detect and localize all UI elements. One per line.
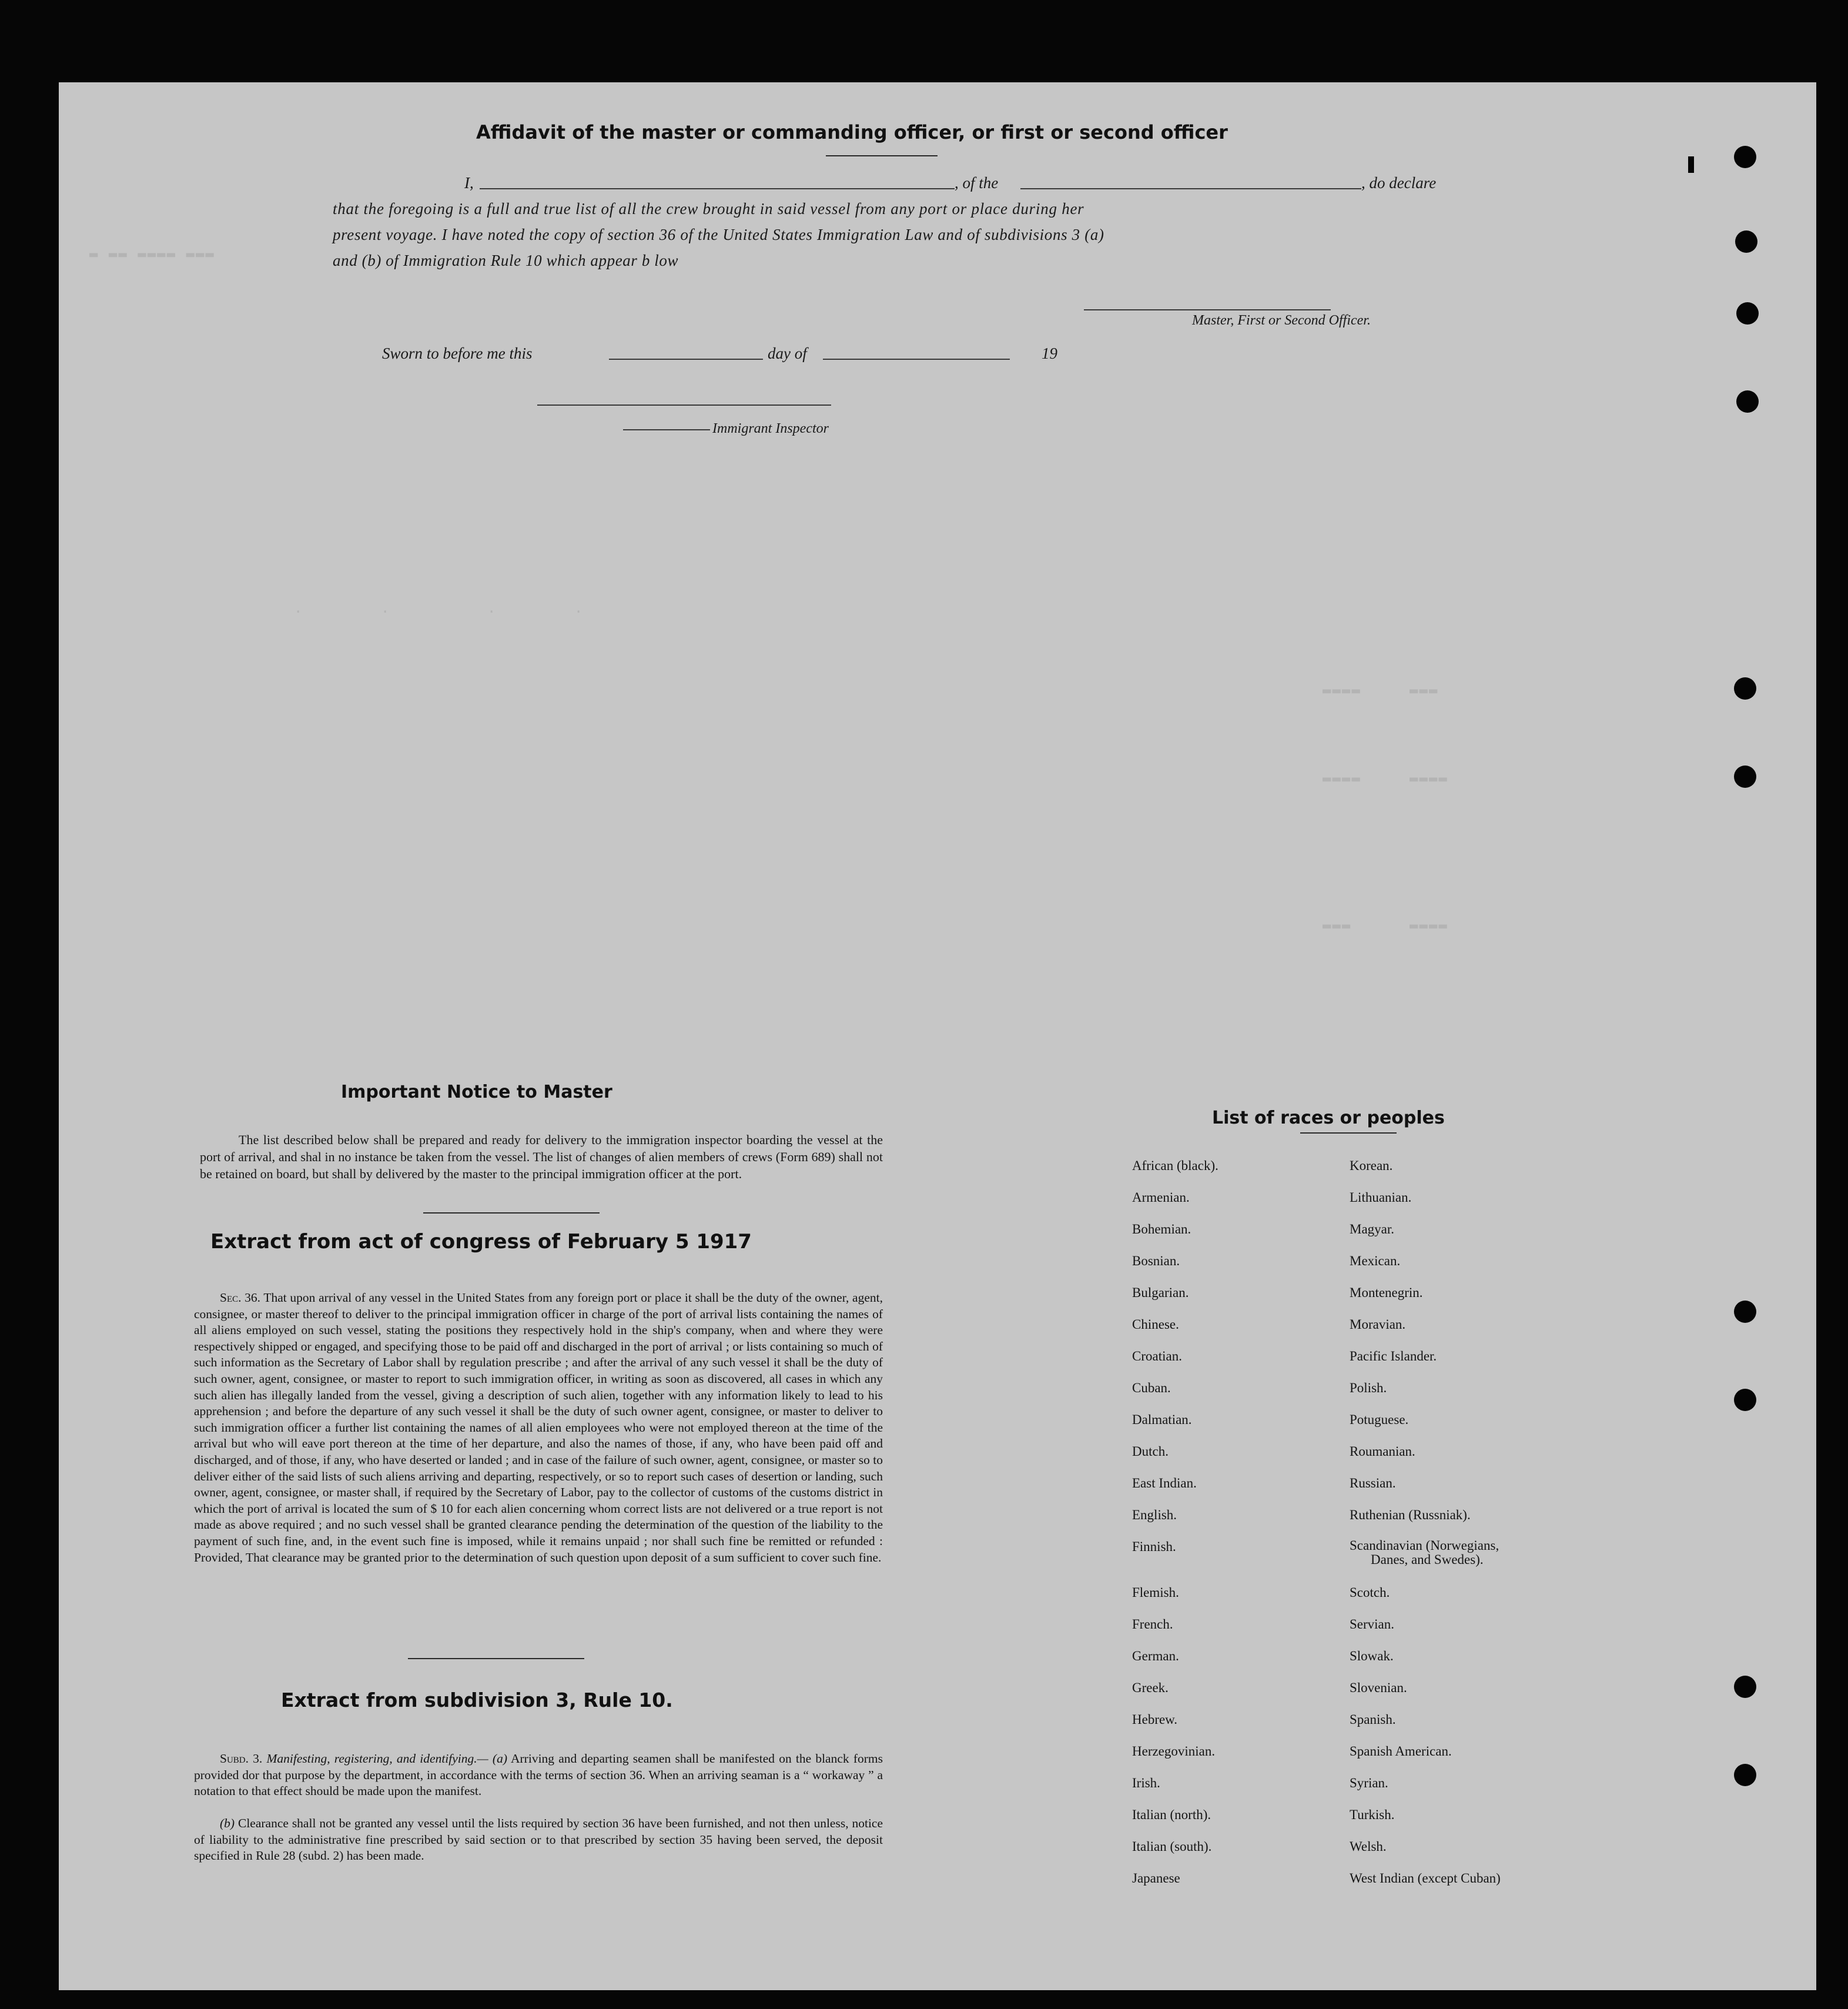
inspector-label: Immigrant Inspector — [712, 421, 829, 436]
bleed-through-text: . . . . — [294, 600, 584, 616]
race-item: Scotch. — [1350, 1585, 1390, 1600]
act-extract-title: Extract from act of congress of February 5 1917 — [210, 1230, 752, 1253]
race-item: Spanish. — [1350, 1712, 1396, 1727]
vessel-name-field[interactable] — [1020, 188, 1361, 189]
race-item: Hebrew. — [1132, 1712, 1178, 1727]
race-item: Polish. — [1350, 1380, 1387, 1395]
race-item: Lithuanian. — [1350, 1190, 1412, 1205]
race-item: Slovenian. — [1350, 1680, 1407, 1695]
binder-hole — [1734, 1676, 1756, 1698]
title-underline — [826, 155, 938, 156]
binder-hole — [1735, 230, 1757, 253]
race-item: Italian (north). — [1132, 1807, 1211, 1822]
races-underline — [1300, 1132, 1397, 1134]
race-item: Finnish. — [1132, 1539, 1176, 1554]
race-item: Roumanian. — [1350, 1444, 1415, 1459]
binder-hole — [1736, 302, 1759, 325]
bleed-through-text: ▬▬▬▬ ▬▬▬ — [1323, 682, 1439, 698]
sworn-text: Sworn to before me this — [382, 345, 533, 362]
officer-signature-label: Master, First or Second Officer. — [1192, 313, 1371, 328]
race-item: Flemish. — [1132, 1585, 1179, 1600]
sworn-month-field[interactable] — [823, 359, 1010, 360]
race-item: Cuban. — [1132, 1380, 1171, 1395]
race-item: Herzegovinian. — [1132, 1744, 1216, 1759]
declare-suffix: , do declare — [1361, 174, 1437, 192]
race-item: Mexican. — [1350, 1253, 1401, 1268]
declarant-prefix: I, — [464, 174, 474, 192]
race-item: Chinese. — [1132, 1317, 1179, 1332]
race-item: Scandinavian (Norwegians, — [1350, 1538, 1499, 1553]
subd-label: Subd. 3. — [220, 1751, 263, 1766]
race-item: Dalmatian. — [1132, 1412, 1192, 1427]
binder-hole — [1734, 677, 1756, 700]
rule-paragraph-a — [194, 1751, 883, 1800]
race-item: Syrian. — [1350, 1776, 1388, 1790]
rule-text-b: Clearance shall not be granted any vessel until the lists required by section 36 have been furnished, and not then unless, notice of liability to the administrative fine prescribed by said section or to that prescribed by section 35 having been served, the deposit specified in Rule 28 (subd. 2) has been made. — [194, 1816, 883, 1863]
vessel-prefix: , of the — [955, 174, 999, 192]
race-item: Armenian. — [1132, 1190, 1190, 1205]
race-item: Ruthenian (Russniak). — [1350, 1507, 1471, 1522]
label-b: (b) — [220, 1816, 235, 1830]
day-of-text: day of — [768, 345, 807, 362]
form-page — [59, 82, 1816, 1990]
affidavit-line-2: that the foregoing is a full and true list of all the crew brought in said vessel from any port or place during her — [333, 200, 1084, 218]
race-item: Turkish. — [1350, 1807, 1395, 1822]
race-item: Italian (south). — [1132, 1839, 1212, 1854]
section-label: Sec. 36. — [220, 1291, 261, 1305]
binder-hole — [1734, 1764, 1756, 1786]
year-prefix: 19 — [1042, 345, 1057, 362]
race-item: Dutch. — [1132, 1444, 1169, 1459]
affidavit-line-3: present voyage. I have noted the copy of section 36 of the United States Immigration Law and of subdivisions 3 (a) — [333, 226, 1104, 243]
bleed-through-text: ▬▬▬▬ ▬▬▬▬ — [1323, 770, 1448, 787]
rule-text-a: Arriving and departing seamen shall be manifested on the blanck forms provided dor that purpose by the department, in accordance with the terms of section 36. When an arriving seaman is a “ workaway ” a notation to that effect should be made upon the manifest. — [194, 1751, 883, 1799]
race-item: Potuguese. — [1350, 1412, 1409, 1427]
race-item: Irish. — [1132, 1776, 1160, 1790]
notice-divider — [423, 1212, 600, 1214]
notice-text: The list described below shall be prepared and ready for delivery to the immigration inspector boarding the vessel at the port of arrival, and shal in no instance be taken from the vessel. The list of changes of alien members of crews (Form 689) shall not be retained on board, but shall by delivered by the master to the principal immigration officer at the port. — [200, 1132, 883, 1181]
declarant-name-field[interactable] — [480, 188, 955, 189]
race-item: Spanish American. — [1350, 1744, 1452, 1759]
notice-title: Important Notice to Master — [341, 1082, 612, 1102]
inspector-signature-line-lower — [623, 429, 710, 430]
race-item: Danes, and Swedes). — [1371, 1552, 1484, 1567]
race-item: East Indian. — [1132, 1476, 1197, 1490]
binder-hole — [1734, 1301, 1756, 1323]
act-section-text — [194, 1290, 883, 1566]
race-item: Magyar. — [1350, 1222, 1395, 1236]
sworn-day-field[interactable] — [609, 359, 763, 360]
race-item: Greek. — [1132, 1680, 1169, 1695]
inspector-signature-line[interactable] — [537, 405, 831, 406]
race-item: Servian. — [1350, 1617, 1395, 1632]
race-item: Moravian. — [1350, 1317, 1406, 1332]
race-item: Bohemian. — [1132, 1222, 1191, 1236]
section-36-body: That upon arrival of any vessel in the United States from any foreign port or place it shall be the duty of the owner, agent, consignee, or master thereof to deliver to the principal immigration officer in charge of the port of arrival lists containing the names of all aliens employed on such vessel, stating the positions they respectively hold in the ship's company, when and where they were respectively shipped or engaged, and specifying those to be paid off and discharged in the port of arrival ; or lists containing so much of such information as the Secretary of Labor shall by regulation prescribe ; and after the arrival of any such vessel it shall be the duty of such owner, agent, consignee, or master to report to such immigration officer, in writing as soon as discovered, all cases in which any such alien has illegally landed from the vessel, giving a description of such alien, together with any information likely to lead to his apprehension ; and before the departure of any such vessel it shall be the duty of such owner agent, consignee, or master to deliver to such immigration officer a further list containing the names of all alien employees who were not employed thereon at the time of the arrival but who will eave port thereon at the time of her departure, and also the names of those, if any, who have been paid off and discharged, and of those, if any, who have deserted or landed ; and in case of the failure of such owner, agent, consignee, or master so to deliver either of the said lists of such aliens arriving and departing, respectively, or so to report such cases of desertion or landing, such owner, agent, consignee, or master shall, if required by the Secretary of Labor, pay to the collector of customs of the customs district in which the port of arrival is located the sum of $ 10 for each alien concerning whom correct lists are not delivered or a true report is not made as above required ; and no such vessel shall be granted clearance pending the determination of the question of the liability to the payment of such fine, and, in the event such fine is imposed, while it remains unpaid ; nor shall such fine be remitted or refunded : Provided, That clearance may be granted prior to the determination of such question upon deposit of a sum sufficient to cover such fine. — [194, 1291, 883, 1565]
race-item: French. — [1132, 1617, 1173, 1632]
race-item: Korean. — [1350, 1158, 1393, 1173]
races-title: List of races or peoples — [1212, 1108, 1445, 1128]
officer-signature-line[interactable] — [1084, 309, 1331, 310]
edge-mark — [1688, 156, 1694, 173]
binder-hole — [1734, 1389, 1756, 1411]
race-item: Japanese — [1132, 1871, 1180, 1886]
race-item: Pacific Islander. — [1350, 1349, 1437, 1363]
race-item: Montenegrin. — [1350, 1285, 1423, 1300]
race-item: German. — [1132, 1649, 1179, 1663]
bleed-through-text: ▬ ▬▬ ▬▬▬▬ ▬▬▬ — [89, 246, 215, 262]
race-item: Welsh. — [1350, 1839, 1387, 1854]
subd-heading: Manifesting, registering, and identifying.— (a) — [266, 1751, 507, 1766]
affidavit-line-4: and (b) of Immigration Rule 10 which appear b low — [333, 252, 679, 269]
act-divider — [408, 1658, 584, 1659]
race-item: West Indian (except Cuban) — [1350, 1871, 1501, 1886]
affidavit-title: Affidavit of the master or commanding officer, or first or second officer — [476, 121, 1228, 143]
race-item: Croatian. — [1132, 1349, 1182, 1363]
bleed-through-text: ▬▬▬ ▬▬▬▬ — [1323, 917, 1448, 934]
binder-hole — [1734, 146, 1756, 168]
rule-extract-title: Extract from subdivision 3, Rule 10. — [281, 1689, 673, 1712]
race-item: Bulgarian. — [1132, 1285, 1189, 1300]
race-item: Bosnian. — [1132, 1253, 1180, 1268]
race-item: English. — [1132, 1507, 1177, 1522]
rule-paragraph-b — [194, 1816, 883, 1864]
race-item: African (black). — [1132, 1158, 1218, 1173]
race-item: Russian. — [1350, 1476, 1396, 1490]
binder-hole — [1736, 390, 1759, 413]
race-item: Slowak. — [1350, 1649, 1394, 1663]
binder-hole — [1734, 766, 1756, 788]
